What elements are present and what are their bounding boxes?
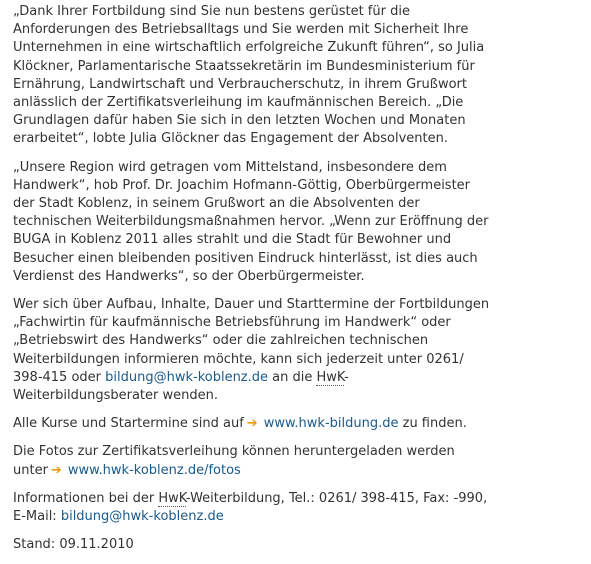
contact-text: Informationen bei der bbox=[13, 490, 159, 506]
hwk-abbreviation: HwK bbox=[316, 369, 345, 385]
paragraph-hofmann-goettig-quote: „Unsere Region wird getragen vom Mittelstand, insbesondere dem Handwerk“, hob Prof. Dr. Joachim Hofmann-Göttig, Oberbürgermeister der Stadt Koblenz, in seinem Grußwort an die Absolventen der technischen Weiterbildungsmaßnahmen hervor. „Wenn zur Eröffnung der BUGA in Koblenz 2011 alles strahlt und die Stadt für Bewohner und Besucher einen bleibenden positiven Eindruck hinterlässt, ist dies auch Verdienst des Handwerks“, so der Oberbürgermeister. bbox=[13, 159, 489, 284]
paragraph-courses-link bbox=[13, 415, 493, 433]
contact-text-2: -Weiterbildung, Tel.: 0261/ 398-415, Fax: -990, E-Mail: bbox=[13, 490, 488, 525]
hwk-abbreviation: HwK bbox=[158, 490, 186, 506]
course-info-text-2: an die bbox=[268, 369, 317, 385]
courses-text-2: zu finden. bbox=[398, 416, 467, 432]
paragraph-photos-link bbox=[13, 443, 493, 479]
course-info-text-3: -Weiterbildungsberater wenden. bbox=[13, 369, 349, 404]
email-link-bildung[interactable]: bildung@hwk-koblenz.de bbox=[105, 369, 269, 385]
arrow-right-icon: ➔ bbox=[246, 416, 258, 432]
date-stamp: Stand: 09.11.2010 bbox=[13, 537, 134, 553]
paragraph-kloeckner-quote: „Dank Ihrer Fortbildung sind Sie nun bestens gerüstet für die Anforderungen des Betriebsalltags und Sie werden mit Sicherheit Ihre Unternehmen in eine wirtschaftlich erfolgreiche Zukunft führen“, so Julia Klöckner, Parlamentarische Staatssekretärin im Bundesministerium für Ernährung, Landwirtschaft und Verbraucherschutz, in ihrem Grußwort anlässlich der Zertifikatsverleihung im kaufmännischen Bereich. „Die Grundlagen dafür haben Sie sich in den letzten Wochen und Monaten erarbeitet“, lobte Julia Glöckner das Engagement der Absolventen. bbox=[13, 4, 485, 147]
paragraph-contact-info bbox=[13, 490, 493, 526]
courses-text: Alle Kurse und Startermine sind auf bbox=[13, 416, 244, 432]
arrow-right-icon: ➔ bbox=[50, 462, 62, 478]
course-info-text: Wer sich über Aufbau, Inhalte, Dauer und Starttermine der Fortbildungen „Fachwirtin für kaufmännische Betriebsführung im Handwerk“ oder „Betriebswirt des Handwerks“ oder die zahlreichen technischen Weiterbildungen informieren möchte, kann sich jederzeit unter 0261/ 398-415 oder bbox=[13, 297, 490, 385]
email-link-bildung[interactable]: bildung@hwk-koblenz.de bbox=[60, 509, 224, 525]
hwk-fotos-link[interactable]: www.hwk-koblenz.de/fotos bbox=[67, 462, 241, 478]
article-body bbox=[13, 3, 493, 564]
paragraph-course-info bbox=[13, 296, 493, 405]
photos-text: Die Fotos zur Zertifikatsverleihung können heruntergeladen werden unter bbox=[13, 444, 455, 478]
hwk-bildung-link[interactable]: www.hwk-bildung.de bbox=[263, 416, 399, 432]
